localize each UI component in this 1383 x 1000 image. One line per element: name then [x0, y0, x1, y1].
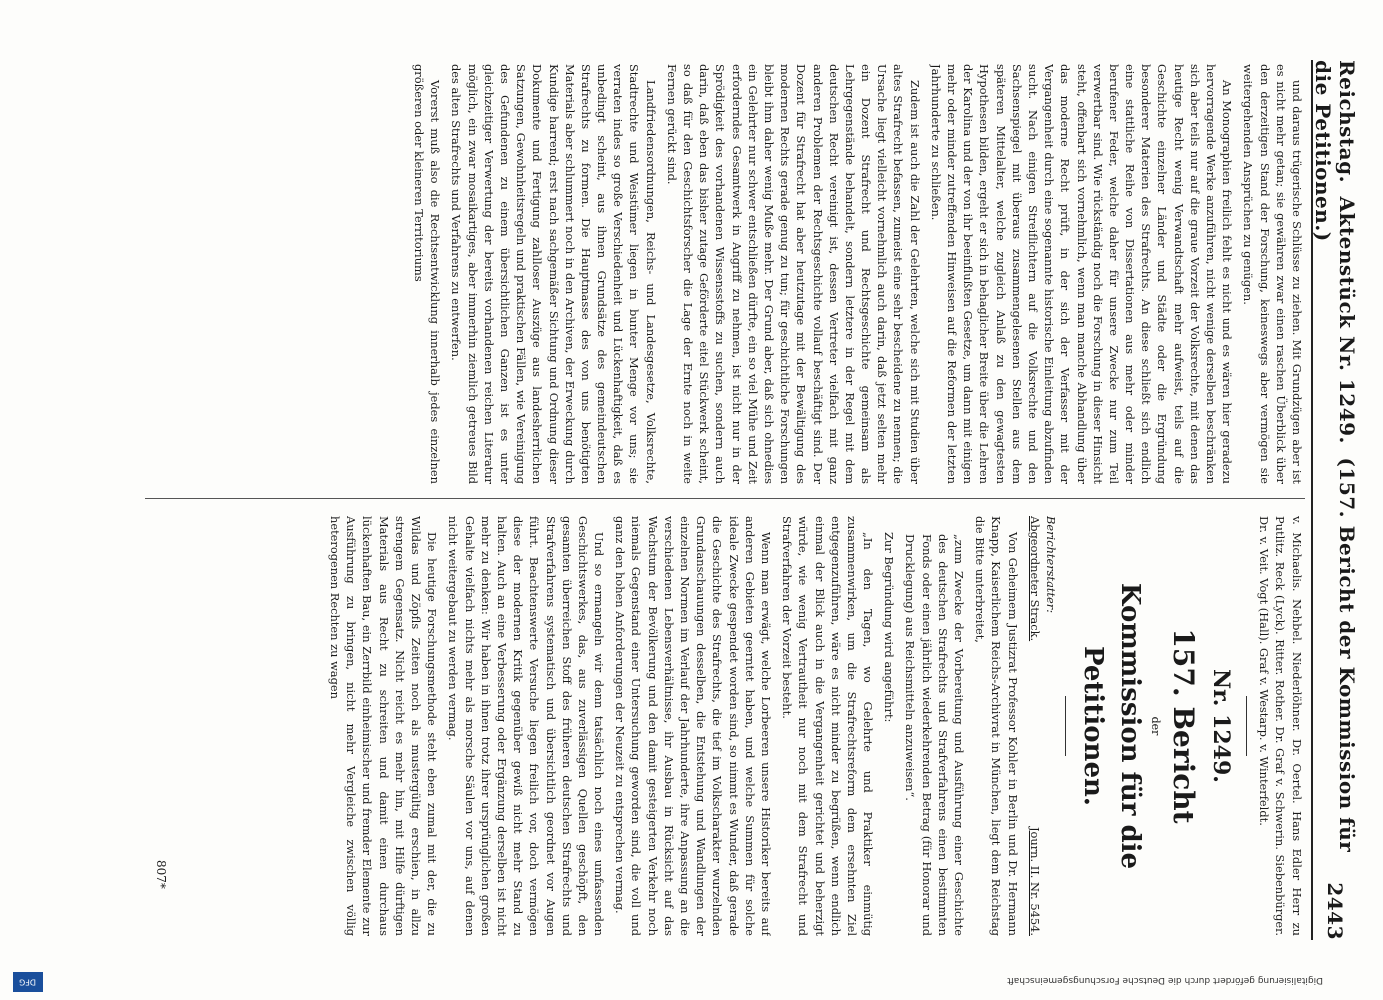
header-rule [1311, 60, 1313, 940]
report-der: der [1149, 716, 1163, 736]
footer-page-mark: 807* [154, 860, 168, 889]
header-title [1311, 60, 1359, 882]
credit-text: Digitalisierung gefördert durch die Deutsche Forschungsgemeinschaft [1007, 975, 1323, 985]
divider [1246, 696, 1247, 756]
header-aktenstueck: Aktenstück Nr. 1249. [1335, 196, 1359, 444]
reporter-line [1027, 516, 1043, 936]
header-page-number: 2443 [1323, 882, 1347, 940]
divider [1065, 696, 1066, 756]
paragraph: Die heutige Forschungsmethode steht eben zumal mit der, die zu Wildas und Zöpfls Zeiten noch als mustergültig erschien, in allzu strengem Gegensatz. Nicht reicht es mehr hin, mit Hilfe dürftigen Materials aus Recht zu schreiten und damit einen durchaus lückenhaften Bau, ein Zerrbild einheimischer und fremder Elemente zur Ausführung zu bringen, nicht mehr Vergleiche zwischen völlig heterogenen Rechten zu wagen [328, 516, 440, 936]
column-continuation [145, 64, 1305, 484]
paragraph: Zudem ist auch die Zahl der Gelehrten, welche sich mit Studien über altes Strafrecht befassen, zumeist eine sehr bescheidene zu nennen; die Ursache liegt vielleicht vornehmlich auch darin, daß jetzt selten mehr ein Dozent Strafrecht und Rechtsgeschichte gemeinsam als Lehrgegenstände behandelt, sondern letztere in der Regel mit dem deutschen Recht vereinigt ist, dessen Vertreter vielfach mit ganz anderen Problemen der Rechtsgeschichte vollauf beschäftigt sind. Der Dozent für Strafrecht hat aber heutzutage mit der Bewältigung des modernen Rechts gerade genug zu tun; für geschichtliche Forschungen bleibt ihm daher wenig Muße mehr. Der Grund aber, daß sich ohnedies ein Gelehrter nur schwer entschließen dürfte, ein so viel Mühe und Zeit erforderndes Gesamtwerk in Angriff zu nehmen, ist nicht nur in der Sprödigkeit des vorhandenen Wissensstoffs zu suchen, sondern auch darin, daß eben das bisher zutage Geförderte eitel Stückwerk scheint, so daß für den Geschichtsforscher die Lage der Ernte noch in weite Fernen gerückt sind. [664, 64, 922, 484]
reporter-label: Berichterstatter: [1044, 516, 1058, 614]
page-header [1311, 60, 1359, 940]
paragraph: Landfriedensordnungen, Reichs- und Landesgesetze, Volksrechte, Stadtrechte und Weistümer liegen in bunter Menge vor uns; sie verraten indes so große Verschiedenheit und Lückenhaftigkeit, daß es unbedingt scheint, aus ihnen Grundsätze des gemeindeutschen Strafrechts zu formen. Die Hauptmasse des von uns benötigten Materials aber schlummert noch in den Archiven, der Erweckung durch Kundige harrend; erst nach sachgemäßer Sichtung und Ordnung dieser Dokumente und Fertigung zahlloser Auszüge aus landesherrlichen Satzungen, Gewohnheitsregeln und praktischen Fällen, wie Vereinigung des Gefundenen zu einem übersichtlichen Ganzen ist es unter gleichzeitiger Verwertung der bereits vorhandenen reichen Literatur möglich, ein zwar mosaikartiges, aber immerhin ziemlich getreues Bild des alten Strafrechts und Verfahrens zu entwerfen. [449, 64, 658, 484]
paragraph: und daraus trügerische Schlüsse zu ziehen. Mit Grundzügen aber ist es nicht mehr getan; sie gewähren zwar einen raschen Überblick über den derzeitigen Stand der Forschung, keineswegs aber vermögen sie weitergehenden Ansprüchen zu genügen. [1241, 64, 1304, 484]
digitization-credit [23, 968, 1323, 992]
column-main [145, 516, 1305, 936]
journal-number: Journ. II. Nr. 5454. [1027, 826, 1042, 936]
paragraph: „In den Tagen, wo Gelehrte und Praktiker einmütig zusammenwirken, um die Strafrechtsreform dem ersehnten Ziel entgegenzuführen, wäre es nicht minder zu begrüßen, wenn endlich einmal der Blick auch in die Vergangenheit gerichtet und beherzigt würde, wie wenig Vertrautheit nur noch mit dem Strafrecht und Strafverfahren der Vorzeit besteht. [780, 516, 876, 936]
paragraph: Wenn man erwägt, welche Lorbeeren unsere Historiker bereits auf anderen Gebieten geerntet haben, und welche Summen für solche ideale Zwecke gespendet worden sind, so nimmt es Wunder, daß gerade die Geschichte des Strafrechts, die tief im Volkscharakter wurzelnden Grundanschauungen desselben, die Entstehung und Wandlungen der einzelnen Normen im Verlauf der Jahrhunderte, ihre Anpassung an die verschiedenen Lebensverhältnisse, ihr Ausbau in Rücksicht auf das Wachstum der Bevölkerung und den damit gesteigerten Verkehr noch niemals Gegenstand einer Untersuchung geworden sind, die voll und ganz den hohen Anforderungen der Neuzeit zu entsprechen vermag. [613, 516, 773, 936]
report-title: 157. Bericht [1167, 628, 1201, 824]
document-number: Nr. 1249. [1208, 669, 1235, 783]
committee-members: v. Michaelis. Nehbel. Niederlöhner. Dr. Oertel. Hans Edler Herr zu Putlitz. Reck (Lyck). Ritter. Rother. Dr. Graf v. Schwerin. Siebenbürger. Dr. v. Veit. Vogt (Hall). Graf v. Westarp. v. Winterfeldt. [1256, 516, 1304, 936]
paragraph: Und so ermangeln wir denn tatsächlich noch eines umfassenden Geschichtswerkes, das, aus zuverlässigen Quellen geschöpft, den gesamten überreichen Stoff des früheren deutschen Strafrechts und Strafverfahrens systematisch und übersichtlich geordnet vor Augen führt. Beachtenswerte Versuche liegen freilich vor, doch vermögen diese der modernen Kritik gegenüber gewiß nicht mehr Stand zu halten. Auch an eine Verbesserung oder Ergänzung derselben ist nicht mehr zu denken: Wir haben in ihnen trotz ihrer ursprünglichen großen Gehalte vielfach nichts mehr als morsche Säulen vor uns, auf denen nicht weitergebaut zu werden vermag. [446, 516, 607, 936]
header-bericht: (157. Bericht der Kommission für die Petitionen.) [1311, 60, 1359, 853]
quote-paragraph: „zum Zwecke der Vorbereitung und Ausführung einer Geschichte des deutschen Strafrechts und Strafverfahrens einen bestimmten Fonds oder einen jährlich wiederkehrenden Betrag (für Honorar und Drucklegung) aus Reichsmitteln anzuweisen“. [903, 534, 967, 936]
paragraph: Vorerst muß also die Rechtsentwicklung innerhalb jedes einzelnen größeren oder kleineren Territoriums [412, 64, 443, 484]
header-reichstag: Reichstag. [1335, 60, 1359, 184]
column-divider [145, 498, 1305, 499]
commission-title: Kommission für die Petitionen. [1077, 582, 1145, 870]
reporter-name: Abgeordneter Strack. [1027, 516, 1042, 642]
dfg-logo: DFG [13, 972, 43, 992]
paragraph: Von Geheimem Justizrat Professor Kohler in Berlin und Dr. Hermann Knapp, Kaiserlichem Reichs-Archivrat in München, liegt dem Reichstag die Bitte unterbreitet, [973, 516, 1020, 936]
paragraph: An Monographien freilich fehlt es nicht und es wären hier geradezu hervorragende Werke anzuführen, nicht wenige derselben beschränken sich aber teils nur auf die graue Vorzeit der Volksrechte, mit denen das heutige Recht wenig Verwandtschaft mehr aufweist, teils auf die Geschichte einzelner Länder und Städte oder die Ergründung besonderer Materien des Strafrechts. An diese schließt sich endlich eine stattliche Reihe von Dissertationen aus mehr oder minder berufener Feder, welche daher für unsere Zwecke nur zum Teil verwertbar sind. Wie rückständig noch die Forschung in dieser Hinsicht steht, offenbart sich vornehmlich, wenn man manche Abhandlung über das moderne Recht prüft, in der sich der Verfasser mit der Vergangenheit durch eine sogenannte historische Einleitung abzufinden sucht. Nach einigen Streiflichtern auf die Volksrechte und den Sachsenspiegel mit überaus zusammengelesenen Stellen aus dem späteren Mittelalter, welche zugleich Anlaß zu den gewagtesten Hypothesen bilden, ergeht er sich in behaglicher Breite über die Lehren der Karolina und der von ihr beeinflußten Gesetze, um dann mit einigen mehr oder minder zutreffenden Hinweisen auf die Reformen der letzten Jahrhunderte zu schließen. [928, 64, 1235, 484]
paragraph: Zur Begründung wird angeführt: [882, 532, 897, 723]
